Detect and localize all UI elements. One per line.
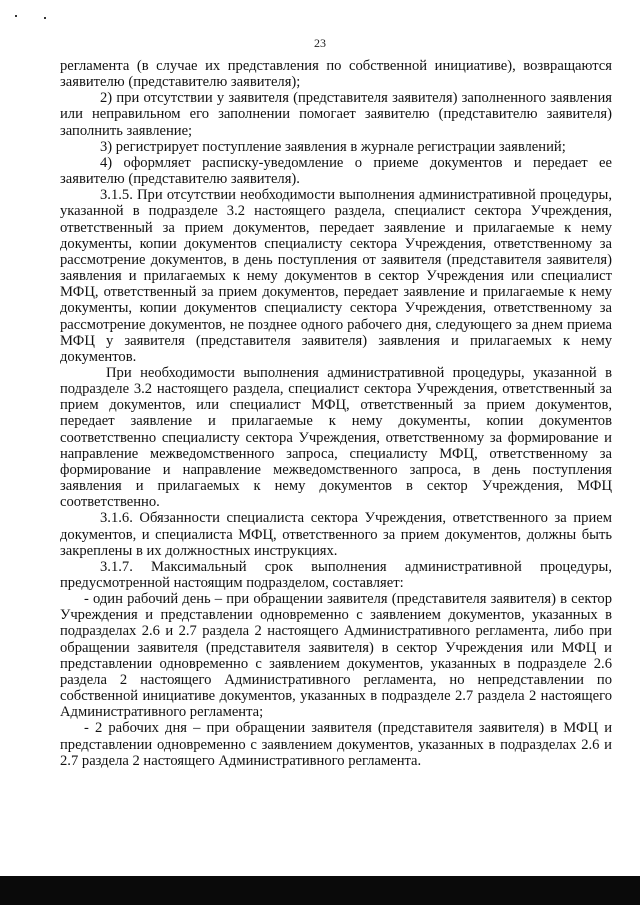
scan-bottom-edge — [0, 876, 640, 905]
paragraph-item-2: 2) при отсутствии у заявителя (представителя заявителя) заполненного заявления или неправильном его заполнении помогает заявителю (представителю заявителя) заполнить заявление; — [60, 90, 612, 139]
paragraph-two-days: - 2 рабочих дня – при обращении заявителя (представителя заявителя) в МФЦ и представлении одновременно с заявлением документов, указанных в подразделах 2.6 и 2.7 раздела 2 настоящего Административного регламента. — [60, 720, 612, 769]
paragraph-one-day: - один рабочий день – при обращении заявителя (представителя заявителя) в сектор Учреждения и представлении одновременно с заявлением документов, указанных в подразделах 2.6 и 2.7 раздела 2 настоящего Административного регламента, либо при обращении заявителя (представителя заявителя) в сектор Учреждения или МФЦ и представлении одновременно с заявлением документов, указанных в подразделе 2.6 раздела 2 настоящего Административного регламента, но непредставлении по собственной инициативе документов, указанных в подразделе 2.7 раздела 2 настоящего Административного регламента; — [60, 591, 612, 721]
paragraph-3-1-5: 3.1.5. При отсутствии необходимости выполнения административной процедуры, указанной в подразделе 3.2 настоящего раздела, специалист сектора Учреждения, ответственный за прием документов, передает заявление и прилагаемые к нему документы, копии документов специалисту сектора Учреждения, ответственному за рассмотрение документов, в день поступления от заявителя (представителя заявителя) заявления и прилагаемых к нему документов в сектор Учреждения или специалист МФЦ, ответственный за прием документов, передает заявление и прилагаемые к нему документы, копии документов специалисту сектора Учреждения, ответственному за рассмотрение документов, не позднее одного рабочего дня, следующего за днем приема МФЦ у заявителя (представителя заявителя) заявления и прилагаемых к нему документов. — [60, 187, 612, 365]
scan-speck — [44, 17, 46, 19]
paragraph-3-1-7: 3.1.7. Максимальный срок выполнения административной процедуры, предусмотренной настоящим подразделом, составляет: — [60, 558, 612, 591]
scan-speck — [15, 15, 17, 17]
page-number: 23 — [314, 36, 326, 50]
paragraph-3-1-6: 3.1.6. Обязанности специалиста сектора Учреждения, ответственного за прием документов, и специалиста МФЦ, ответственного за прием документов, должны быть закреплены в их должностных инструкциях. — [60, 510, 612, 559]
paragraph-item-4: 4) оформляет расписку-уведомление о приеме документов и передает ее заявителю (представителю заявителя). — [60, 154, 612, 188]
paragraph-item-3: 3) регистрирует поступление заявления в журнале регистрации заявлений; — [100, 138, 566, 155]
document-body — [60, 58, 612, 769]
paragraph-continuation: регламента (в случае их представления по собственной инициативе), возвращаются заявителю (представителю заявителя); — [60, 58, 612, 91]
paragraph-mezhved: При необходимости выполнения административной процедуры, указанной в подразделе 3.2 настоящего раздела, специалист сектора Учреждения, ответственный за прием документов, или специалист МФЦ, ответственный за прием документов, передает заявление и прилагаемые к нему документы, копии документов соответственно специалисту сектора Учреждения, ответственному за формирование и направление межведомственного запроса, специалисту МФЦ, ответственному за формирование и направление межведомственного запроса, в день поступления заявления и прилагаемых к нему документов в сектор Учреждения, МФЦ соответственно. — [60, 364, 612, 511]
